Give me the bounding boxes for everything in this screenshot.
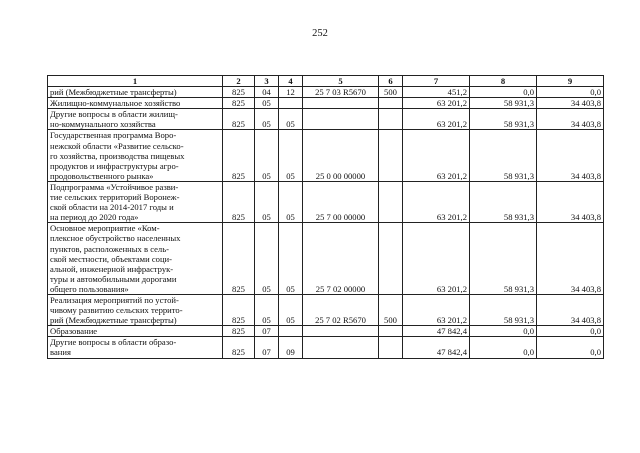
column-header: 4 xyxy=(279,76,303,87)
cell-amount-col9: 34 403,8 xyxy=(537,223,604,295)
cell-subsection: 05 xyxy=(279,223,303,295)
column-header: 8 xyxy=(470,76,537,87)
cell-subsection xyxy=(279,326,303,337)
cell-expense-type xyxy=(379,337,403,358)
cell-amount-col7: 63 201,2 xyxy=(403,130,470,181)
cell-amount-col9: 34 403,8 xyxy=(537,294,604,325)
cell-amount-col9: 34 403,8 xyxy=(537,98,604,109)
cell-section: 05 xyxy=(255,223,279,295)
row-name: Подпрограмма «Устойчивое разви- тие сельских территорий Воронеж- ской области на 2014-2017 годы и на период до 2020 года» xyxy=(48,181,223,222)
cell-amount-col7: 63 201,2 xyxy=(403,181,470,222)
table-row xyxy=(48,109,604,130)
cell-amount-col7: 47 842,4 xyxy=(403,326,470,337)
cell-section: 04 xyxy=(255,87,279,98)
cell-expense-type xyxy=(379,181,403,222)
column-header: 9 xyxy=(537,76,604,87)
cell-grbs: 825 xyxy=(223,294,255,325)
column-header: 5 xyxy=(303,76,379,87)
cell-amount-col7: 63 201,2 xyxy=(403,109,470,130)
cell-target-article: 25 0 00 00000 xyxy=(303,130,379,181)
cell-subsection: 05 xyxy=(279,294,303,325)
cell-grbs: 825 xyxy=(223,87,255,98)
cell-subsection: 05 xyxy=(279,181,303,222)
cell-subsection: 05 xyxy=(279,130,303,181)
row-name: Основное мероприятие «Ком- плексное обустройство населенных пунктов, расположенных в сель- ской местности, объектами соци- альной, инженерной инфраструк- туры и автомобильными дорогами общего пользования» xyxy=(48,223,223,295)
cell-section: 05 xyxy=(255,294,279,325)
row-name: Реализация мероприятий по устой- чивому развитию сельских террито- рий (Межбюджетные трансферты) xyxy=(48,294,223,325)
page-number: 252 xyxy=(312,28,328,39)
table-row xyxy=(48,337,604,358)
cell-amount-col8: 58 931,3 xyxy=(470,294,537,325)
cell-target-article xyxy=(303,326,379,337)
cell-subsection: 12 xyxy=(279,87,303,98)
cell-amount-col8: 58 931,3 xyxy=(470,98,537,109)
cell-target-article xyxy=(303,337,379,358)
column-header: 1 xyxy=(48,76,223,87)
cell-target-article xyxy=(303,98,379,109)
cell-amount-col9: 0,0 xyxy=(537,337,604,358)
cell-target-article: 25 7 02 R5670 xyxy=(303,294,379,325)
cell-amount-col9: 34 403,8 xyxy=(537,109,604,130)
cell-expense-type xyxy=(379,223,403,295)
cell-amount-col7: 63 201,2 xyxy=(403,294,470,325)
cell-expense-type xyxy=(379,130,403,181)
row-name: Образование xyxy=(48,326,223,337)
table-row xyxy=(48,181,604,222)
table-row xyxy=(48,223,604,295)
cell-amount-col8: 0,0 xyxy=(470,326,537,337)
table-row xyxy=(48,326,604,337)
cell-amount-col8: 0,0 xyxy=(470,87,537,98)
cell-grbs: 825 xyxy=(223,326,255,337)
cell-amount-col8: 58 931,3 xyxy=(470,223,537,295)
cell-section: 05 xyxy=(255,109,279,130)
cell-target-article: 25 7 03 R5670 xyxy=(303,87,379,98)
cell-amount-col9: 0,0 xyxy=(537,326,604,337)
cell-amount-col8: 58 931,3 xyxy=(470,109,537,130)
column-header: 3 xyxy=(255,76,279,87)
cell-amount-col9: 34 403,8 xyxy=(537,130,604,181)
cell-expense-type xyxy=(379,326,403,337)
cell-expense-type xyxy=(379,98,403,109)
cell-amount-col7: 63 201,2 xyxy=(403,223,470,295)
column-header: 2 xyxy=(223,76,255,87)
cell-grbs: 825 xyxy=(223,337,255,358)
row-name: Другие вопросы в области образо- вания xyxy=(48,337,223,358)
cell-target-article xyxy=(303,109,379,130)
cell-subsection xyxy=(279,98,303,109)
cell-amount-col9: 34 403,8 xyxy=(537,181,604,222)
cell-amount-col8: 58 931,3 xyxy=(470,181,537,222)
row-name: Государственная программа Воро- нежской области «Развитие сельско- го хозяйства, производства пищевых продуктов и инфраструктуры агро- продовольственного рынка» xyxy=(48,130,223,181)
cell-section: 07 xyxy=(255,337,279,358)
column-header: 7 xyxy=(403,76,470,87)
cell-amount-col7: 63 201,2 xyxy=(403,98,470,109)
cell-amount-col9: 0,0 xyxy=(537,87,604,98)
cell-amount-col7: 47 842,4 xyxy=(403,337,470,358)
cell-amount-col7: 451,2 xyxy=(403,87,470,98)
cell-expense-type xyxy=(379,109,403,130)
cell-target-article: 25 7 00 00000 xyxy=(303,181,379,222)
table-row xyxy=(48,130,604,181)
row-name: Жилищно-коммунальное хозяйство xyxy=(48,98,223,109)
cell-grbs: 825 xyxy=(223,223,255,295)
cell-amount-col8: 58 931,3 xyxy=(470,130,537,181)
cell-target-article: 25 7 02 00000 xyxy=(303,223,379,295)
cell-section: 05 xyxy=(255,98,279,109)
table-row xyxy=(48,294,604,325)
cell-section: 05 xyxy=(255,130,279,181)
column-header: 6 xyxy=(379,76,403,87)
cell-section: 05 xyxy=(255,181,279,222)
table-header-row xyxy=(48,76,604,87)
row-name: рий (Межбюджетные трансферты) xyxy=(48,87,223,98)
table-row xyxy=(48,98,604,109)
cell-grbs: 825 xyxy=(223,109,255,130)
cell-subsection: 09 xyxy=(279,337,303,358)
cell-expense-type: 500 xyxy=(379,294,403,325)
budget-table xyxy=(47,75,604,359)
cell-grbs: 825 xyxy=(223,181,255,222)
cell-section: 07 xyxy=(255,326,279,337)
cell-subsection: 05 xyxy=(279,109,303,130)
cell-grbs: 825 xyxy=(223,98,255,109)
table-row xyxy=(48,87,604,98)
row-name: Другие вопросы в области жилищ- но-коммунального хозяйства xyxy=(48,109,223,130)
cell-expense-type: 500 xyxy=(379,87,403,98)
cell-grbs: 825 xyxy=(223,130,255,181)
cell-amount-col8: 0,0 xyxy=(470,337,537,358)
